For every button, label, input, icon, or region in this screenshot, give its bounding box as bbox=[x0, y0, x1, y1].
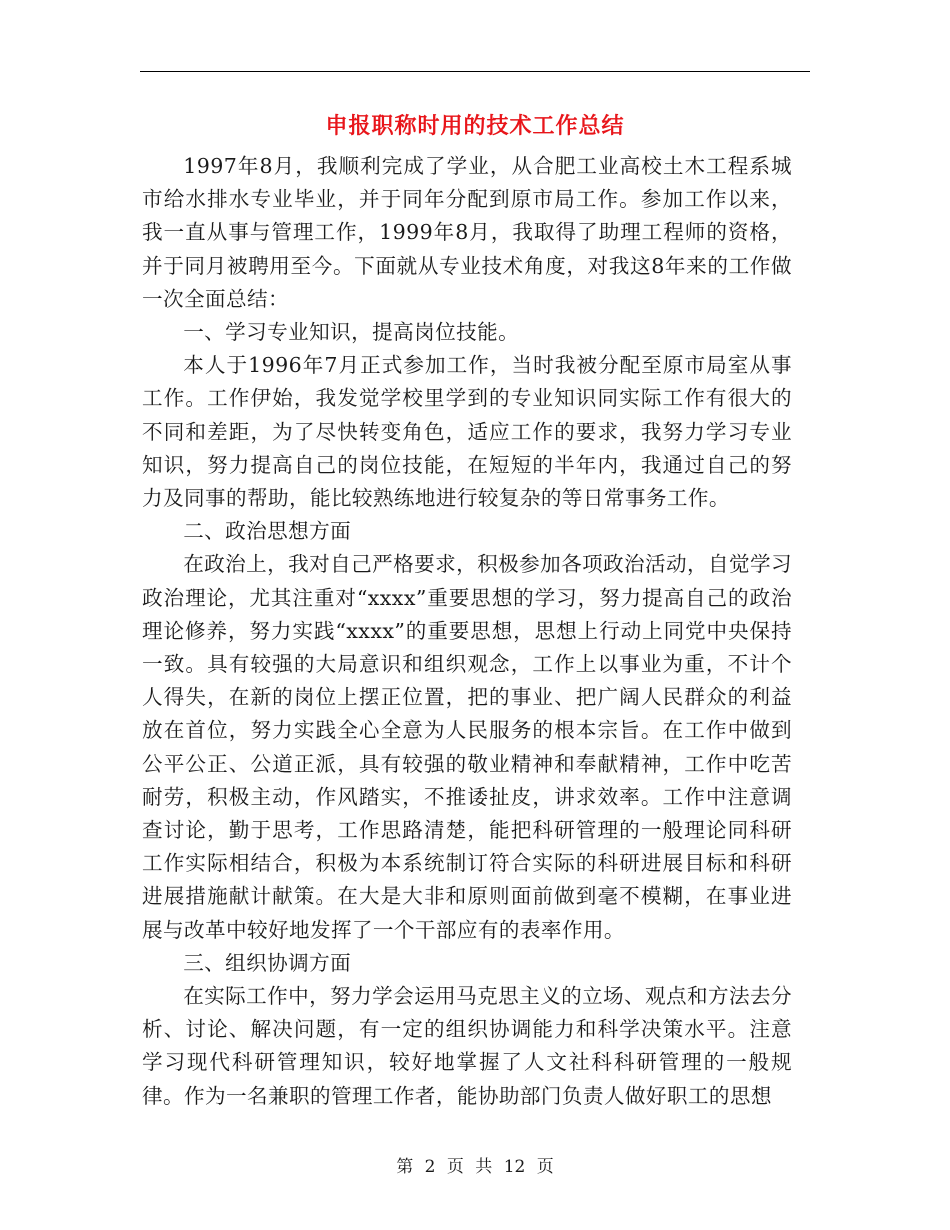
document-title: 申报职称时用的技术工作总结 bbox=[325, 113, 625, 139]
section-heading-2: 二、政治思想方面 bbox=[183, 519, 352, 544]
document-body bbox=[142, 150, 792, 1113]
paragraph-intro: 1997年8月，我顺利完成了学业，从合肥工业高校土木工程系城市给水排水专业毕业，并于同年分配到原市局工作。参加工作以来，我一直从事与管理工作，1999年8月，我取得了助理工程师的资格，并于同月被聘用至今。下面就从专业技术角度，对我这8年来的工作做一次全面总结： bbox=[142, 154, 792, 311]
page-number-footer: 第 2 页 共 12 页 bbox=[396, 1157, 554, 1177]
header-rule bbox=[140, 71, 810, 72]
section-heading-3: 三、组织协调方面 bbox=[183, 950, 352, 975]
paragraph-section-3: 在实际工作中，努力学会运用马克思主义的立场、观点和方法去分析、讨论、解决问题，有一定的组织协调能力和科学决策水平。注意学习现代科研管理知识，较好地掌握了人文社科科研管理的一般规律。作为一名兼职的管理工作者，能协助部门负责人做好职工的思想 bbox=[142, 984, 793, 1108]
section-heading-1: 一、学习专业知识，提高岗位技能。 bbox=[183, 320, 520, 345]
paragraph-section-2: 在政治上，我对自己严格要求，积极参加各项政治活动，自觉学习政治理论，尤其注重对“xxxx”重要思想的学习，努力提高自己的政治理论修养，努力实践“xxxx”的重要思想，思想上行动上同党中央保持一致。具有较强的大局意识和组织观念，工作上以事业为重，不计个人得失，在新的岗位上摆正位置，把的事业、把广阔人民群众的利益放在首位，努力实践全心全意为人民服务的根本宗旨。在工作中做到公平公正、公道正派，具有较强的敬业精神和奉献精神，工作中吃苦耐劳，积极主动，作风踏实，不推诿扯皮，讲求效率。工作中注意调查讨论，勤于思考，工作思路清楚，能把科研管理的一般理论同科研工作实际相结合，积极为本系统制订符合实际的科研进展目标和科研进展措施献计献策。在大是大非和原则面前做到毫不模糊，在事业进展与改革中较好地发挥了一个干部应有的表率作用。 bbox=[142, 552, 793, 942]
paragraph-section-1: 本人于1996年7月正式参加工作，当时我被分配至原市局室从事工作。工作伊始，我发觉学校里学到的专业知识同实际工作有很大的不同和差距，为了尽快转变角色，适应工作的要求，我努力学习专业知识，努力提高自己的岗位技能，在短短的半年内，我通过自己的努力及同事的帮助，能比较熟练地进行较复杂的等日常事务工作。 bbox=[142, 353, 792, 511]
